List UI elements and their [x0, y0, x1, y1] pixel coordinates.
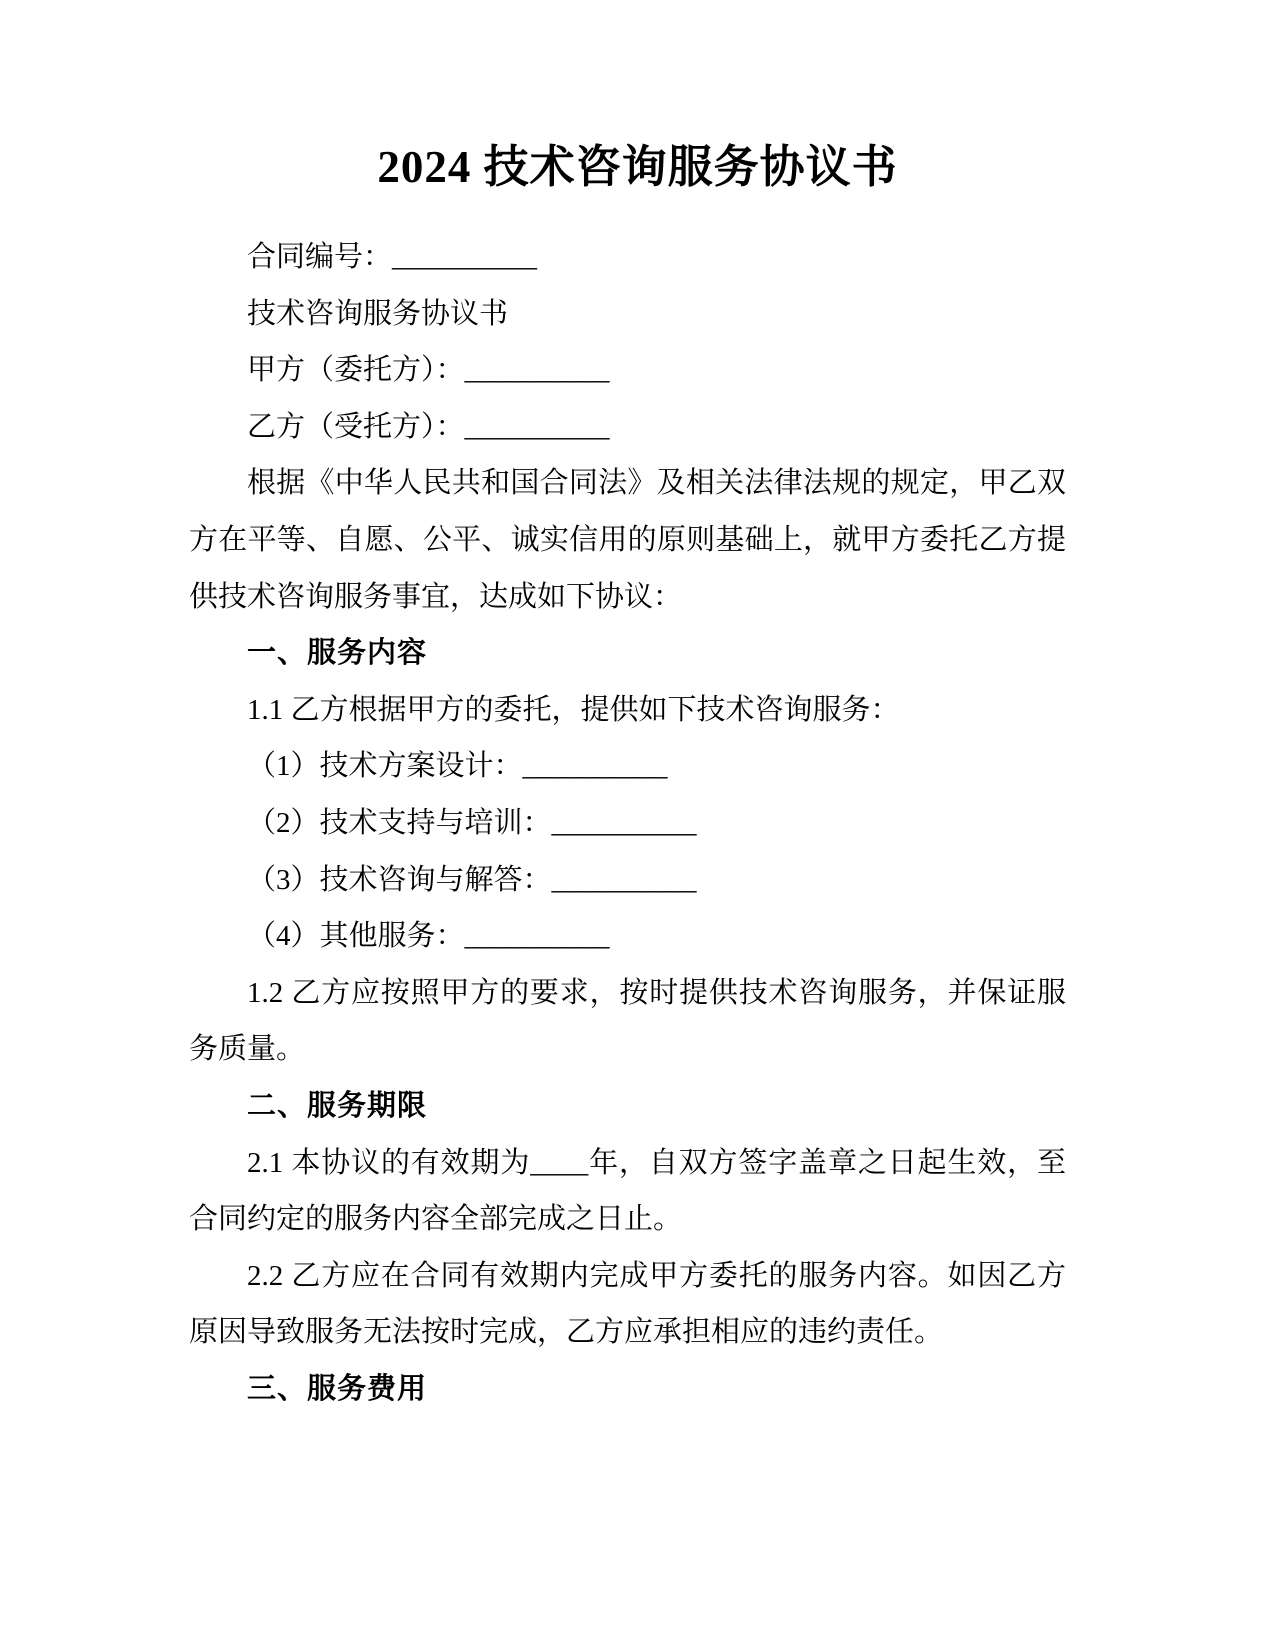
preamble-paragraph: 根据《中华人民共和国合同法》及相关法律法规的规定，甲乙双方在平等、自愿、公平、诚实信用的原则基础上，就甲方委托乙方提供技术咨询服务事宜，达成如下协议：	[189, 467, 1066, 613]
document-subtitle: 技术咨询服务协议书	[247, 297, 509, 330]
section-1-heading: 一、服务内容	[247, 637, 428, 670]
document-title: 2024 技术咨询服务协议书	[377, 142, 898, 192]
document-body	[189, 229, 1066, 1417]
service-item-2: （2）技术支持与培训：__________	[247, 806, 697, 839]
party-b-line: 乙方（受托方）：__________	[247, 410, 610, 443]
section-3-heading: 三、服务费用	[247, 1372, 428, 1405]
party-a-line: 甲方（委托方）：__________	[247, 354, 610, 387]
service-item-4: （4）其他服务：__________	[247, 920, 610, 953]
clause-1-1: 1.1 乙方根据甲方的委托，提供如下技术咨询服务：	[247, 693, 900, 726]
clause-1-2: 1.2 乙方应按照甲方的要求，按时提供技术咨询服务，并保证服务质量。	[189, 976, 1066, 1066]
contract-number-line: 合同编号：__________	[247, 241, 538, 273]
clause-2-1: 2.1 本协议的有效期为____年，自双方签字盖章之日起生效，至合同约定的服务内容全部完成之日止。	[189, 1146, 1066, 1236]
service-item-1: （1）技术方案设计：__________	[247, 750, 668, 783]
service-item-3: （3）技术咨询与解答：__________	[247, 863, 697, 896]
clause-2-2: 2.2 乙方应在合同有效期内完成甲方委托的服务内容。如因乙方原因导致服务无法按时完成，乙方应承担相应的违约责任。	[189, 1259, 1066, 1349]
section-2-heading: 二、服务期限	[247, 1089, 428, 1122]
